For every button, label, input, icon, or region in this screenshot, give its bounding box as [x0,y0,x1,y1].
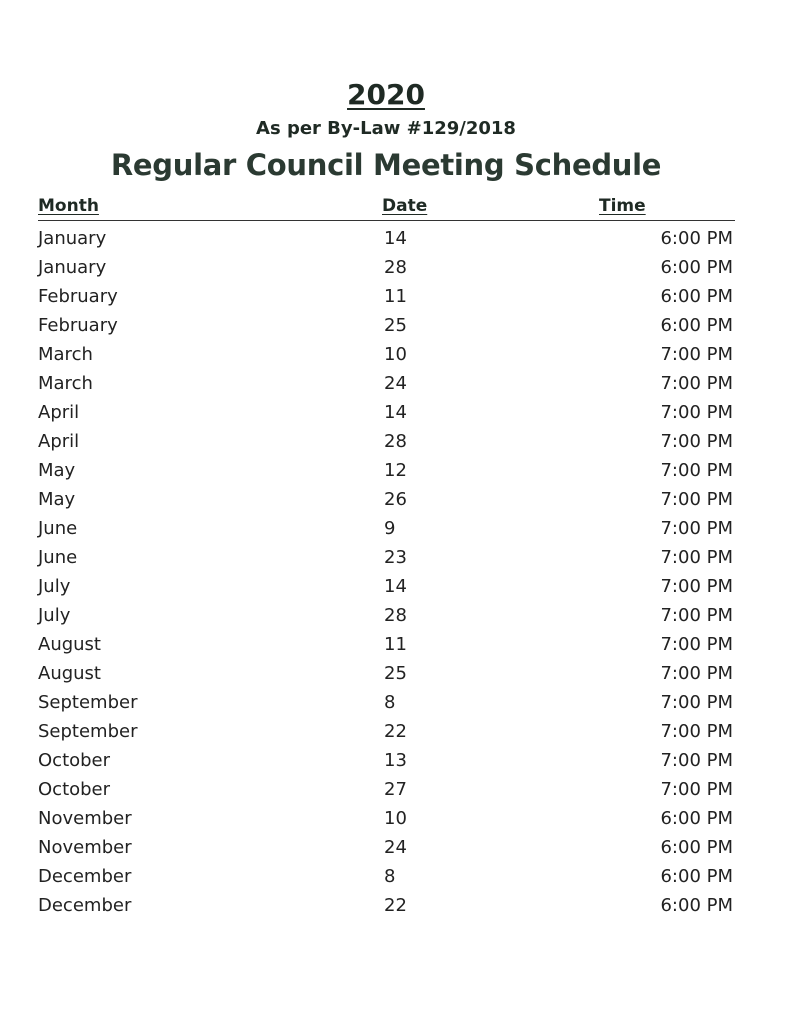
time-cell: 7:00 PM [660,663,733,684]
time-cell: 7:00 PM [660,547,733,568]
page-title: Regular Council Meeting Schedule [110,148,662,182]
month-cell: May [38,460,76,481]
table-row [38,659,735,688]
time-cell: 7:00 PM [660,576,733,597]
table-row [38,456,735,485]
date-cell: 25 [384,315,407,336]
table-row [38,572,735,601]
table-row [38,601,735,630]
time-cell: 7:00 PM [660,460,733,481]
month-cell: February [38,286,118,307]
date-cell: 8 [384,692,396,713]
month-cell: June [38,547,78,568]
date-cell: 13 [384,750,407,771]
time-cell: 6:00 PM [660,257,733,278]
time-cell: 7:00 PM [660,750,733,771]
month-cell: August [38,634,101,655]
table-row [38,717,735,746]
table-row [38,775,735,804]
date-cell: 26 [384,489,407,510]
time-cell: 6:00 PM [660,315,733,336]
date-cell: 14 [384,576,407,597]
date-cell: 14 [384,228,407,249]
table-row [38,804,735,833]
month-cell: November [38,837,132,858]
time-cell: 7:00 PM [660,779,733,800]
date-cell: 28 [384,431,407,452]
date-cell: 28 [384,605,407,626]
month-cell: March [38,344,93,365]
date-cell: 10 [384,808,407,829]
table-row [38,833,735,862]
time-cell: 7:00 PM [660,344,733,365]
time-cell: 7:00 PM [660,721,733,742]
date-cell: 11 [384,634,407,655]
schedule-table-body [38,224,735,920]
month-cell: December [38,895,132,916]
date-cell: 24 [384,373,407,394]
table-row [38,543,735,572]
month-cell: January [38,228,107,249]
date-cell: 11 [384,286,407,307]
time-cell: 7:00 PM [660,373,733,394]
table-row [38,398,735,427]
time-cell: 7:00 PM [660,518,733,539]
table-row [38,224,735,253]
table-row [38,311,735,340]
time-cell: 6:00 PM [660,808,733,829]
month-cell: January [38,257,107,278]
date-cell: 12 [384,460,407,481]
time-cell: 6:00 PM [660,228,733,249]
date-cell: 25 [384,663,407,684]
time-cell: 7:00 PM [660,431,733,452]
table-row [38,369,735,398]
time-cell: 6:00 PM [660,837,733,858]
date-cell: 14 [384,402,407,423]
time-cell: 6:00 PM [660,866,733,887]
table-row [38,630,735,659]
table-row [38,282,735,311]
month-cell: September [38,692,138,713]
time-cell: 7:00 PM [660,692,733,713]
column-header-month: Month [38,196,99,216]
month-cell: February [38,315,118,336]
table-row [38,862,735,891]
table-row [38,891,735,920]
month-cell: April [38,431,80,452]
column-header-date: Date [382,196,428,216]
table-row [38,746,735,775]
time-cell: 6:00 PM [660,286,733,307]
month-cell: August [38,663,101,684]
year-text: 2020 [347,78,425,111]
date-cell: 23 [384,547,407,568]
time-cell: 7:00 PM [660,634,733,655]
table-row [38,253,735,282]
bylaw-subtitle: As per By-Law #129/2018 [256,118,516,139]
time-cell: 7:00 PM [660,489,733,510]
time-cell: 6:00 PM [660,895,733,916]
month-cell: March [38,373,93,394]
table-row [38,688,735,717]
column-header-time: Time [599,196,646,216]
month-cell: October [38,750,111,771]
table-header [38,196,735,221]
time-cell: 7:00 PM [660,402,733,423]
month-cell: September [38,721,138,742]
table-row [38,340,735,369]
month-cell: April [38,402,80,423]
month-cell: November [38,808,132,829]
month-cell: May [38,489,76,510]
date-cell: 27 [384,779,407,800]
date-cell: 24 [384,837,407,858]
table-row [38,427,735,456]
table-row [38,485,735,514]
month-cell: June [38,518,78,539]
date-cell: 22 [384,895,407,916]
date-cell: 9 [384,518,396,539]
table-row [38,514,735,543]
date-cell: 8 [384,866,396,887]
month-cell: July [38,576,71,597]
date-cell: 10 [384,344,407,365]
month-cell: October [38,779,111,800]
time-cell: 7:00 PM [660,605,733,626]
month-cell: December [38,866,132,887]
month-cell: July [38,605,71,626]
date-cell: 22 [384,721,407,742]
year-heading [0,78,772,111]
date-cell: 28 [384,257,407,278]
